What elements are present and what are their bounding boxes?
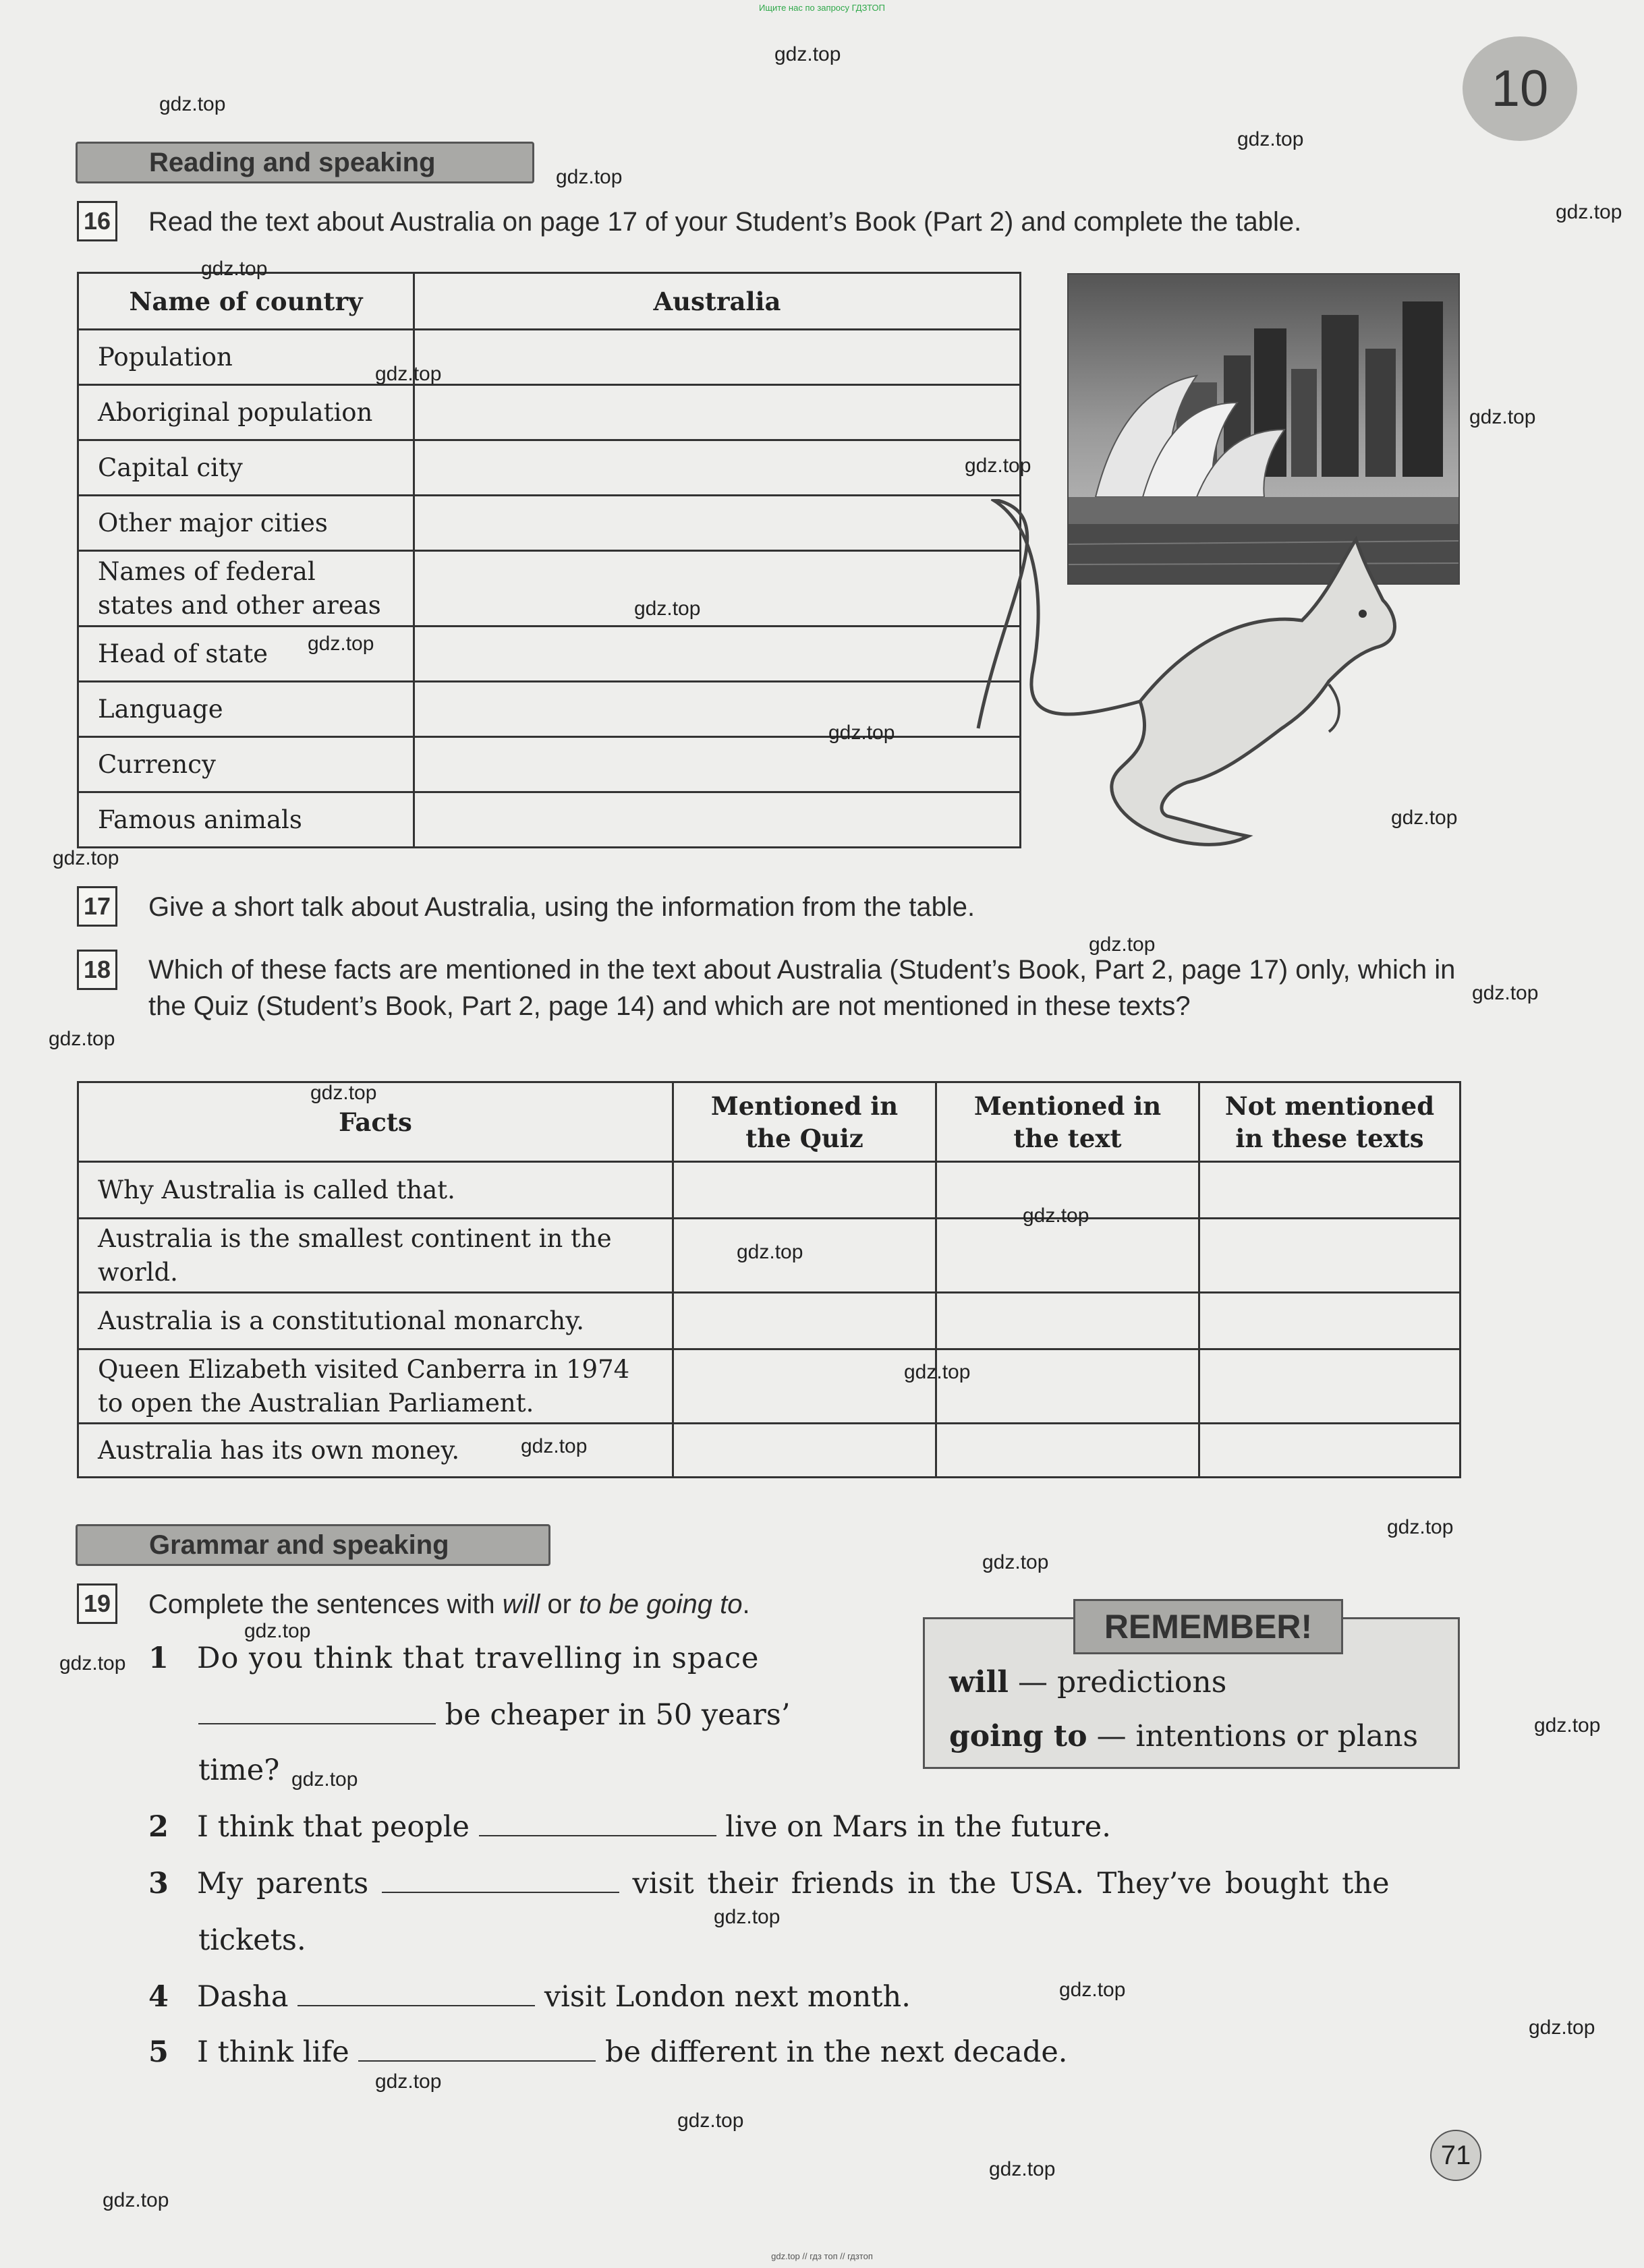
- question-text: Do you think that travelling in space: [197, 1641, 760, 1675]
- table-row-label: Names of federal states and other areas: [78, 551, 414, 627]
- check-not-mentioned[interactable]: [1199, 1424, 1461, 1478]
- table-header-australia: Australia: [414, 273, 1021, 330]
- table-header-facts: Facts: [78, 1082, 673, 1162]
- watermark: gdz.top: [1391, 807, 1458, 829]
- kangaroo-icon: [965, 499, 1403, 904]
- question-1-line2: [198, 1698, 791, 1732]
- question-text: I think life: [197, 2035, 349, 2069]
- watermark: gdz.top: [1529, 2016, 1595, 2039]
- check-quiz[interactable]: [673, 1293, 936, 1349]
- table-row-label: Currency: [78, 737, 414, 792]
- question-number: 4: [148, 1980, 169, 2014]
- bottom-tag: gdz.top // гдз топ // гдзтоп: [771, 2251, 873, 2261]
- watermark: gdz.top: [714, 1906, 781, 1928]
- question-text: My parents: [197, 1867, 369, 1900]
- question-3: [148, 1867, 1390, 1900]
- check-not-mentioned[interactable]: [1199, 1162, 1461, 1219]
- remember-title: REMEMBER!: [1073, 1599, 1343, 1654]
- answer-cell-currency[interactable]: [414, 737, 1021, 792]
- question-text: live on Mars in the future.: [725, 1810, 1111, 1844]
- watermark: gdz.top: [310, 1082, 377, 1104]
- check-quiz[interactable]: [673, 1424, 936, 1478]
- answer-cell-animals[interactable]: [414, 792, 1021, 848]
- answer-blank-3[interactable]: [382, 1867, 619, 1893]
- question-text: visit London next month.: [544, 1980, 911, 2014]
- check-text[interactable]: [936, 1349, 1199, 1424]
- question-text: Dasha: [197, 1980, 289, 2014]
- remember-going-to: going to: [949, 1719, 1087, 1753]
- table-row-label: Famous animals: [78, 792, 414, 848]
- exercise-18-number: 18: [77, 950, 117, 990]
- instruction-period: .: [742, 1590, 750, 1619]
- exercise-16-number: 16: [77, 201, 117, 241]
- watermark: gdz.top: [1089, 933, 1156, 956]
- fact-row: Australia is the smallest continent in the world.: [78, 1219, 673, 1293]
- question-2: [148, 1810, 1111, 1844]
- exercise-17-instruction: Give a short talk about Australia, using the information from the table.: [148, 892, 975, 922]
- watermark: gdz.top: [521, 1435, 588, 1457]
- exercise-19-instruction: [148, 1586, 750, 1623]
- remember-will-line: [949, 1665, 1226, 1699]
- table-row-label: Aboriginal population: [78, 385, 414, 440]
- page-number: 71: [1430, 2130, 1481, 2181]
- remember-going-line: [949, 1719, 1418, 1753]
- watermark: gdz.top: [634, 598, 701, 620]
- remember-will: will: [949, 1665, 1009, 1699]
- remember-going-meaning: — intentions or plans: [1087, 1719, 1419, 1753]
- watermark: gdz.top: [904, 1361, 971, 1383]
- answer-blank-2[interactable]: [479, 1811, 716, 1836]
- watermark: gdz.top: [774, 43, 841, 65]
- question-text: be different in the next decade.: [605, 2035, 1068, 2069]
- fact-row: Australia has its own money.: [78, 1424, 673, 1478]
- question-text: time?: [198, 1753, 280, 1787]
- table-row-label: Language: [78, 682, 414, 737]
- exercise-17-number: 17: [77, 886, 117, 927]
- question-1: [148, 1641, 760, 1675]
- watermark: gdz.top: [201, 258, 268, 280]
- instruction-will: will: [502, 1590, 540, 1619]
- answer-cell-states[interactable]: [414, 551, 1021, 627]
- watermark: gdz.top: [103, 2189, 169, 2211]
- question-number: 2: [148, 1810, 169, 1844]
- remember-will-meaning: — predictions: [1009, 1665, 1227, 1699]
- section-reading-speaking: Reading and speaking: [76, 142, 534, 183]
- watermark: gdz.top: [1556, 201, 1622, 223]
- check-quiz[interactable]: [673, 1219, 936, 1293]
- question-number: 3: [148, 1867, 169, 1900]
- instruction-or: or: [540, 1590, 579, 1619]
- instruction-text: Complete the sentences with: [148, 1590, 503, 1619]
- check-text[interactable]: [936, 1293, 1199, 1349]
- check-not-mentioned[interactable]: [1199, 1349, 1461, 1424]
- question-number: 1: [148, 1641, 169, 1675]
- question-text: be cheaper in 50 years’: [445, 1698, 791, 1732]
- watermark: gdz.top: [375, 2070, 442, 2093]
- top-tag: Ищите нас по запросу ГДЗТОП: [758, 3, 885, 13]
- watermark: gdz.top: [1469, 406, 1536, 428]
- watermark: gdz.top: [1472, 982, 1539, 1004]
- check-text[interactable]: [936, 1424, 1199, 1478]
- table-row-label: Head of state: [78, 627, 414, 682]
- table-header-text: Mentioned in the text: [936, 1082, 1199, 1162]
- watermark: gdz.top: [291, 1768, 358, 1791]
- answer-cell-head[interactable]: [414, 627, 1021, 682]
- watermark: gdz.top: [53, 847, 119, 869]
- question-text: visit their friends in the USA. They’ve bought the: [632, 1867, 1390, 1900]
- watermark: gdz.top: [965, 455, 1031, 477]
- unit-badge: 10: [1463, 36, 1577, 141]
- check-quiz[interactable]: [673, 1349, 936, 1424]
- watermark: gdz.top: [308, 633, 374, 655]
- watermark: gdz.top: [1059, 1979, 1126, 2001]
- question-1-line3: [198, 1753, 279, 1787]
- watermark: gdz.top: [1534, 1714, 1601, 1737]
- australia-table: [77, 272, 1021, 848]
- facts-table: [77, 1081, 1461, 1478]
- instruction-going-to: to be going to: [579, 1590, 743, 1619]
- answer-cell-aboriginal[interactable]: [414, 385, 1021, 440]
- check-quiz[interactable]: [673, 1162, 936, 1219]
- table-header-quiz: Mentioned in the Quiz: [673, 1082, 936, 1162]
- fact-row: Why Australia is called that.: [78, 1162, 673, 1219]
- section-grammar-speaking: Grammar and speaking: [76, 1524, 550, 1566]
- watermark: gdz.top: [1023, 1204, 1089, 1227]
- check-text[interactable]: [936, 1219, 1199, 1293]
- watermark: gdz.top: [737, 1241, 803, 1263]
- question-number: 5: [148, 2035, 169, 2069]
- watermark: gdz.top: [159, 93, 226, 115]
- exercise-18-instruction: Which of these facts are mentioned in the text about Australia (Student’s Book, Part 2, page 17) only, which in the Quiz (Student’s Book, Part 2, page 14) and which are not mentioned in these texts?: [148, 955, 1456, 1021]
- answer-cell-language[interactable]: [414, 682, 1021, 737]
- answer-cell-population[interactable]: [414, 330, 1021, 385]
- exercise-19-number: 19: [77, 1583, 117, 1624]
- answer-blank-5[interactable]: [358, 2036, 596, 2062]
- question-text: tickets.: [198, 1923, 306, 1957]
- answer-blank-1[interactable]: [198, 1699, 436, 1724]
- watermark: gdz.top: [1237, 128, 1304, 150]
- fact-row: Australia is a constitutional monarchy.: [78, 1293, 673, 1349]
- watermark: gdz.top: [556, 166, 623, 188]
- watermark: gdz.top: [49, 1028, 115, 1050]
- question-3-line2: [198, 1923, 306, 1957]
- watermark: gdz.top: [989, 2158, 1056, 2180]
- answer-cell-capital[interactable]: [414, 440, 1021, 496]
- watermark: gdz.top: [677, 2110, 744, 2132]
- table-row-label: Population: [78, 330, 414, 385]
- question-text: I think that people: [197, 1810, 470, 1844]
- table-header-country: Name of country: [78, 273, 414, 330]
- answer-blank-4[interactable]: [297, 1981, 535, 2006]
- watermark: gdz.top: [375, 363, 442, 385]
- check-not-mentioned[interactable]: [1199, 1219, 1461, 1293]
- watermark: gdz.top: [244, 1620, 311, 1642]
- watermark: gdz.top: [59, 1652, 126, 1675]
- watermark: gdz.top: [982, 1551, 1049, 1573]
- table-header-not-mentioned: Not mentioned in these texts: [1199, 1082, 1461, 1162]
- watermark: gdz.top: [1387, 1516, 1454, 1538]
- answer-cell-cities[interactable]: [414, 496, 1021, 551]
- watermark: gdz.top: [828, 722, 895, 744]
- table-row-label: Other major cities: [78, 496, 414, 551]
- exercise-16-instruction: Read the text about Australia on page 17 of your Student’s Book (Part 2) and complete the table.: [148, 207, 1302, 237]
- remember-box: [923, 1608, 1460, 1769]
- question-4: [148, 1980, 911, 2014]
- check-not-mentioned[interactable]: [1199, 1293, 1461, 1349]
- fact-row: Queen Elizabeth visited Canberra in 1974 to open the Australian Parliament.: [78, 1349, 673, 1424]
- table-row-label: Capital city: [78, 440, 414, 496]
- question-5: [148, 2035, 1067, 2069]
